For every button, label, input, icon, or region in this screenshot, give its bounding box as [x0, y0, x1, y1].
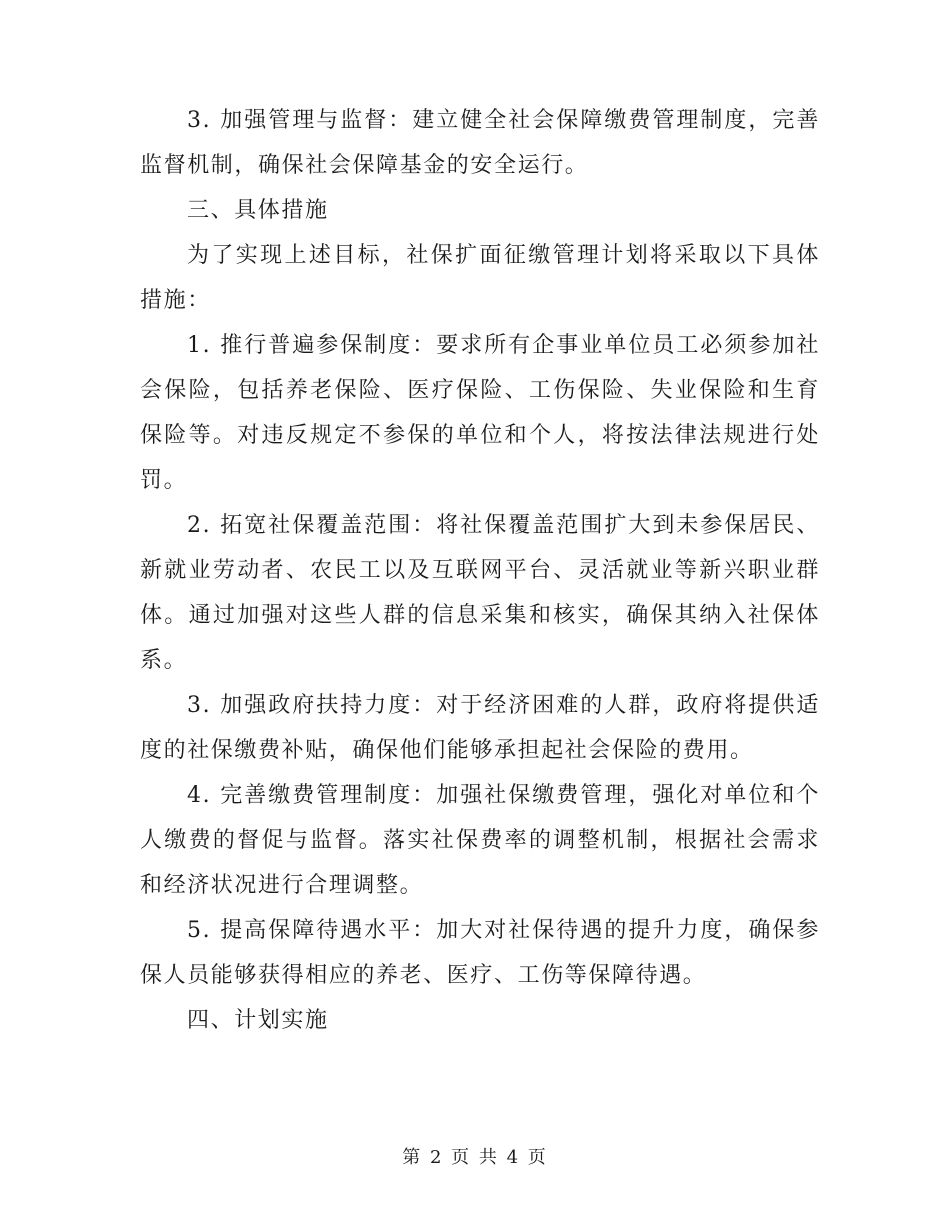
paragraph-measure-3-management: 3. 加强管理与监督：建立健全社会保障缴费管理制度，完善监督机制，确保社会保障基金的安全运行。 — [140, 108, 820, 178]
section-heading-specific-measures: 三、具体措施 — [187, 198, 329, 223]
section-heading-plan-implementation: 四、计划实施 — [187, 1008, 329, 1033]
paragraph-measure-2-coverage: 2. 拓宽社保覆盖范围：将社保覆盖范围扩大到未参保居民、新就业劳动者、农民工以及互联网平台、灵活就业等新兴职业群体。通过加强对这些人群的信息采集和核实，确保其纳入社保体系。 — [140, 513, 820, 673]
page-number-footer: 第 2 页 共 4 页 — [402, 1147, 548, 1168]
document-body — [140, 98, 820, 1043]
paragraph-measures-intro: 为了实现上述目标，社保扩面征缴管理计划将采取以下具体措施： — [140, 243, 820, 313]
paragraph-measure-4-payment-management: 4. 完善缴费管理制度：加强社保缴费管理，强化对单位和个人缴费的督促与监督。落实社保费率的调整机制，根据社会需求和经济状况进行合理调整。 — [140, 783, 820, 898]
paragraph-measure-5-benefits: 5. 提高保障待遇水平：加大对社保待遇的提升力度，确保参保人员能够获得相应的养老、医疗、工伤等保障待遇。 — [140, 918, 820, 988]
paragraph-measure-3-government-support: 3. 加强政府扶持力度：对于经济困难的人群，政府将提供适度的社保缴费补贴，确保他们能够承担起社会保险的费用。 — [140, 693, 820, 763]
paragraph-measure-1-universal-insurance: 1. 推行普遍参保制度：要求所有企事业单位员工必须参加社会保险，包括养老保险、医疗保险、工伤保险、失业保险和生育保险等。对违反规定不参保的单位和个人，将按法律法规进行处罚。 — [140, 333, 820, 493]
